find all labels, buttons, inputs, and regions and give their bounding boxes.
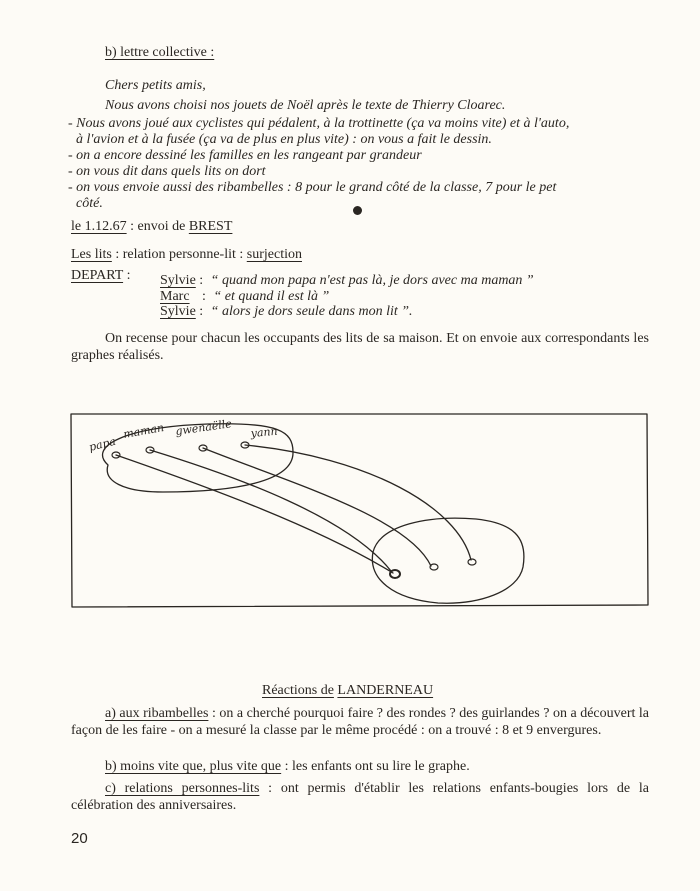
dialogue-speaker: Marc <box>160 289 190 304</box>
dialogue-colon: : <box>202 289 206 304</box>
label-gwenaelle: gwenaëlle <box>174 417 233 438</box>
letter-item-1b: à l'avion et à la fusée (ça va de plus en plus vite) : on vous a fait le dessin. <box>76 132 492 147</box>
node-bed-3 <box>468 559 476 565</box>
reaction-b-label: b) moins vite que, plus vite que <box>105 759 282 774</box>
bed-graph-diagram <box>68 407 650 614</box>
node-bed-2 <box>430 564 438 570</box>
dialogue-text: “ quand mon papa n'est pas là, je dors avec ma maman ” <box>210 273 534 288</box>
letter-item-4b: côté. <box>76 196 103 211</box>
dialogue-text: “ et quand il est là ” <box>213 289 330 304</box>
label-papa: papa <box>87 434 118 454</box>
page-number: 20 <box>71 830 88 847</box>
dialogue-speaker: Sylvie <box>160 273 196 288</box>
reaction-a-label: a) aux ribambelles <box>105 706 209 721</box>
relation-text: : relation personne-lit : <box>115 247 244 262</box>
dialogue-colon: : <box>199 304 204 319</box>
reaction-b-text: : les enfants ont su lire le graphe. <box>284 759 470 774</box>
label-yann: yann <box>250 424 279 440</box>
arrow-yann <box>245 445 471 560</box>
reaction-c <box>71 780 649 814</box>
letter-item-3: - on vous dit dans quels lits on dort <box>68 164 266 179</box>
relation-line <box>71 247 302 263</box>
beds-set-ellipse <box>372 518 524 603</box>
node-bed-1 <box>390 570 400 578</box>
reactions-title-prefix: Réactions de <box>262 683 334 698</box>
relation-label: Les lits <box>71 247 112 262</box>
dialogue-speaker: Sylvie <box>160 304 196 319</box>
depart-label: DEPART <box>71 268 124 283</box>
letter-greeting: Chers petits amis, <box>105 78 206 93</box>
paragraph-recense: On recense pour chacun les occupants des lits de sa maison. Et on envoie aux correspondants les graphes réalisés. <box>71 331 649 363</box>
entry-sep: : envoi de <box>130 219 186 234</box>
relation-value: surjection <box>246 247 302 262</box>
reaction-c-text: : ont permis d'établir les relations enfants-bougies lors de la célébration des anniversaires. <box>71 781 649 813</box>
entry-place: BREST <box>188 219 233 234</box>
section-b-heading: b) lettre collective : <box>105 45 215 60</box>
letter-intro: Nous avons choisi nos jouets de Noël après le texte de Thierry Cloarec. <box>105 98 506 113</box>
depart-label-line <box>71 268 130 284</box>
dialogue-line-2 <box>160 289 329 305</box>
separator-dot <box>353 206 362 215</box>
dialogue-colon: : <box>199 273 204 288</box>
arrow-papa <box>116 455 393 573</box>
reaction-c-label: c) relations personnes-lits <box>105 781 260 796</box>
dialogue-line-3 <box>160 304 413 320</box>
letter-item-4a: - on vous envoie aussi des ribambelles : 8 pour le grand côté de la classe, 7 pour le pet <box>68 180 557 195</box>
dialogue-line-1 <box>160 273 534 289</box>
reactions-title <box>262 683 433 699</box>
arrow-gwenaelle <box>203 448 431 566</box>
reactions-title-place: LANDERNEAU <box>337 683 434 698</box>
letter-item-1a: - Nous avons joué aux cyclistes qui pédalent, à la trottinette (ça va moins vite) et à l'auto, <box>68 116 570 131</box>
depart-colon: : <box>126 268 131 283</box>
label-maman: maman <box>122 421 165 441</box>
reaction-b <box>105 759 470 775</box>
reaction-a-text: : on a cherché pourquoi faire ? des rondes ? des guirlandes ? on a découvert la façon de les faire - on a mesuré la classe par le même procédé : on a trouvé : 8 et 9 envergures. <box>71 706 650 738</box>
reaction-a <box>71 705 649 739</box>
entry-line <box>71 219 232 235</box>
dialogue-text: “ alors je dors seule dans mon lit ”. <box>210 304 413 319</box>
letter-item-2: - on a encore dessiné les familles en les rangeant par grandeur <box>68 148 422 163</box>
entry-date: le 1.12.67 <box>71 219 127 234</box>
